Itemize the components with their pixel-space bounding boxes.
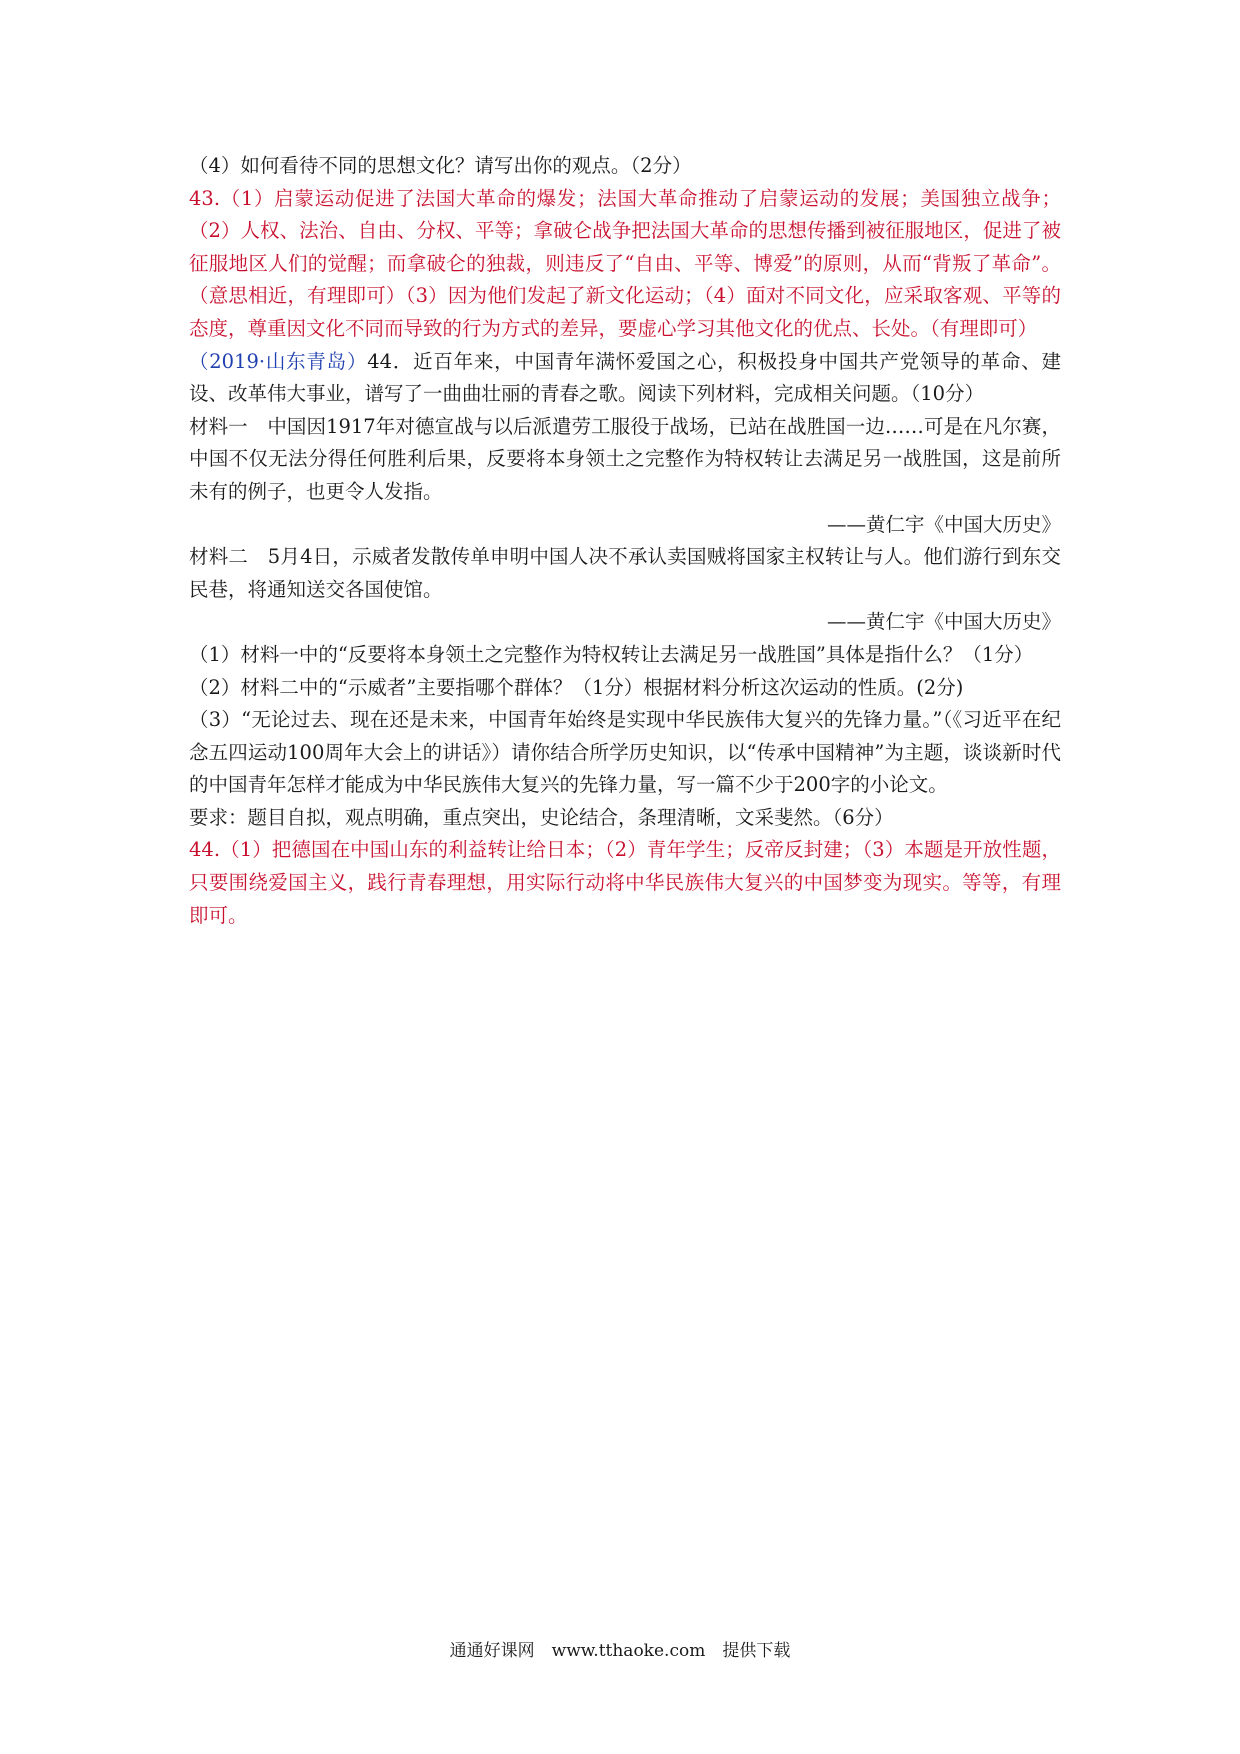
question-44-part-1: （1）材料一中的“反要将本身领土之完整作为特权转让去满足另一战胜国”具体是指什么？（1分） — [189, 642, 1034, 666]
material-one: 材料一 中国因1917年对德宣战与以后派遣劳工服役于战场，已站在战胜国一边……可是在凡尔赛，中国不仅无法分得任何胜利后果，反要将本身领土之完整作为特权转让去满足另一战胜国，这是前所未有的例子，也更令人发指。 — [189, 414, 1061, 503]
document-body — [189, 150, 1061, 932]
answer-44: 44.（1）把德国在中国山东的利益转让给日本；（2）青年学生；反帝反封建；（3）本题是开放性题，只要围绕爱国主义，践行青春理想，用实际行动将中华民族伟大复兴的中国梦变为现实。等等，有理即可。 — [189, 838, 1061, 927]
material-two-attribution: ——黄仁宇《中国大历史》 — [826, 610, 1061, 634]
question-44-text: 44．近百年来，中国青年满怀爱国之心，积极投身中国共产党领导的革命、建设、改革伟大事业，谱写了一曲曲壮丽的青春之歌。阅读下列材料，完成相关问题。（10分） — [189, 349, 1061, 406]
question-43-part-4: （4）如何看待不同的思想文化？请写出你的观点。（2分） — [189, 154, 692, 177]
answer-43: 43.（1）启蒙运动促进了法国大革命的爆发；法国大革命推动了启蒙运动的发展；美国独立战争；（2）人权、法治、自由、分权、平等；拿破仑战争把法国大革命的思想传播到被征服地区，促进了被征服地区人们的觉醒；而拿破仑的独裁，则违反了“自由、平等、博爱”的原则，从而“背叛了革命”。（意思相近，有理即可）（3）因为他们发起了新文化运动；（4）面对不同文化，应采取客观、平等的态度，尊重因文化不同而导致的行为方式的差异，要虚心学习其他文化的优点、长处。（有理即可） — [189, 186, 1061, 340]
question-44-part-3: （3）“无论过去、现在还是未来，中国青年始终是实现中华民族伟大复兴的先锋力量。”（《习近平在纪念五四运动100周年大会上的讲话》）请你结合所学历史知识，以“传承中国精神”为主题，谈谈新时代的中国青年怎样才能成为中华民族伟大复兴的先锋力量，写一篇不少于200字的小论文。 — [189, 708, 1061, 797]
page-footer: 通通好课网 www.tthaoke.com 提供下载 — [449, 1641, 791, 1661]
essay-requirements: 要求：题目自拟，观点明确，重点突出，史论结合，条理清晰，文采斐然。（6分） — [189, 805, 894, 829]
material-two: 材料二 5月4日，示威者发散传单申明中国人决不承认卖国贼将国家主权转让与人。他们游行到东交民巷，将通知送交各国使馆。 — [189, 545, 1061, 601]
question-source-tag: （2019·山东青岛） — [189, 349, 368, 373]
question-44-stem — [189, 346, 1061, 411]
question-44-part-2: （2）材料二中的“示威者”主要指哪个群体？（1分）根据材料分析这次运动的性质。(2分) — [189, 675, 964, 699]
material-one-attribution: ——黄仁宇《中国大历史》 — [826, 512, 1061, 536]
